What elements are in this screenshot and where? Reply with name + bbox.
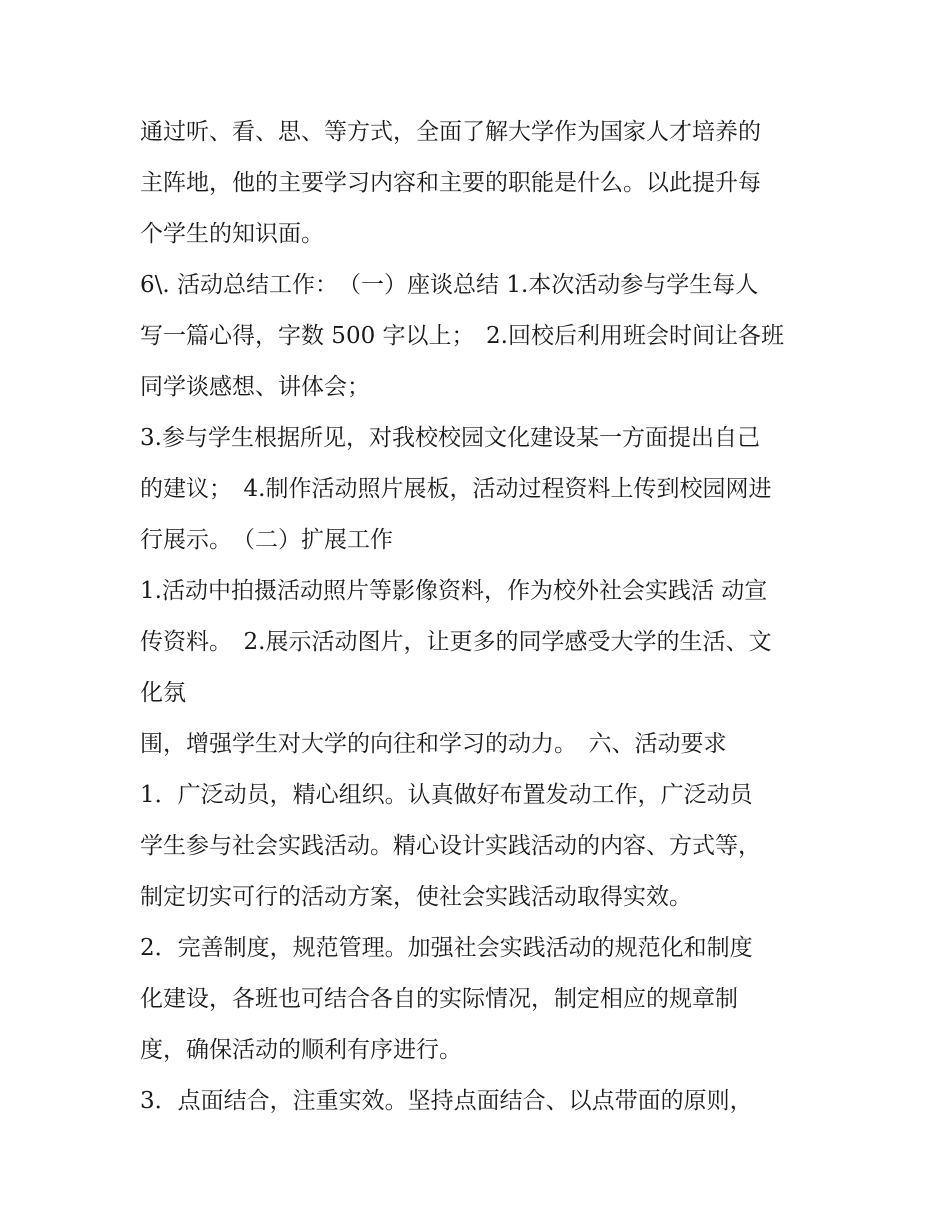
- text-line: 1.活动中拍摄活动照片等影像资料，作为校外社会实践活 动宣: [140, 578, 768, 604]
- text-line: 通过听、看、思、等方式，全面了解大学作为国家人才培养的: [140, 119, 761, 145]
- text-line: 3.参与学生根据所见，对我校校园文化建设某一方面提出自己: [140, 425, 760, 451]
- text-line: 1．广泛动员，精心组织。认真做好布置发动工作，广泛动员: [140, 782, 753, 808]
- text-line: 写一篇心得，字数 500 字以上； 2.回校后利用班会时间让各班: [140, 323, 784, 349]
- text-line: 3．点面结合，注重实效。坚持点面结合、以点带面的原则，: [140, 1088, 753, 1114]
- text-line: 行展示。 （二）扩展工作: [140, 527, 393, 553]
- text-line: 度，确保活动的顺利有序进行。: [140, 1037, 462, 1063]
- text-line: 化建设，各班也可结合各自的实际情况，制定相应的规章制: [140, 986, 738, 1012]
- text-line: 化氛: [140, 680, 186, 706]
- text-line: 6\. 活动总结工作： （一）座谈总结 1.本次活动参与学生每人: [140, 272, 759, 298]
- text-line: 同学谈感想、讲体会；: [140, 374, 370, 400]
- body-text: [140, 107, 820, 1127]
- text-line: 围，增强学生对大学的向往和学习的动力。 六、活动要求: [140, 731, 727, 757]
- text-line: 个学生的知识面。: [140, 221, 324, 247]
- text-line: 学生参与社会实践活动。精心设计实践活动的内容、方式等，: [140, 833, 761, 859]
- text-line: 2．完善制度，规范管理。加强社会实践活动的规范化和制度: [140, 935, 753, 961]
- text-line: 主阵地，他的主要学习内容和主要的职能是什么。以此提升每: [140, 170, 761, 196]
- text-line: 的建议； 4.制作活动照片展板，活动过程资料上传到校园网进: [140, 476, 772, 502]
- text-line: 传资料。 2.展示活动图片，让更多的同学感受大学的生活、文: [140, 629, 772, 655]
- text-line: 制定切实可行的活动方案，使社会实践活动取得实效。: [140, 884, 692, 910]
